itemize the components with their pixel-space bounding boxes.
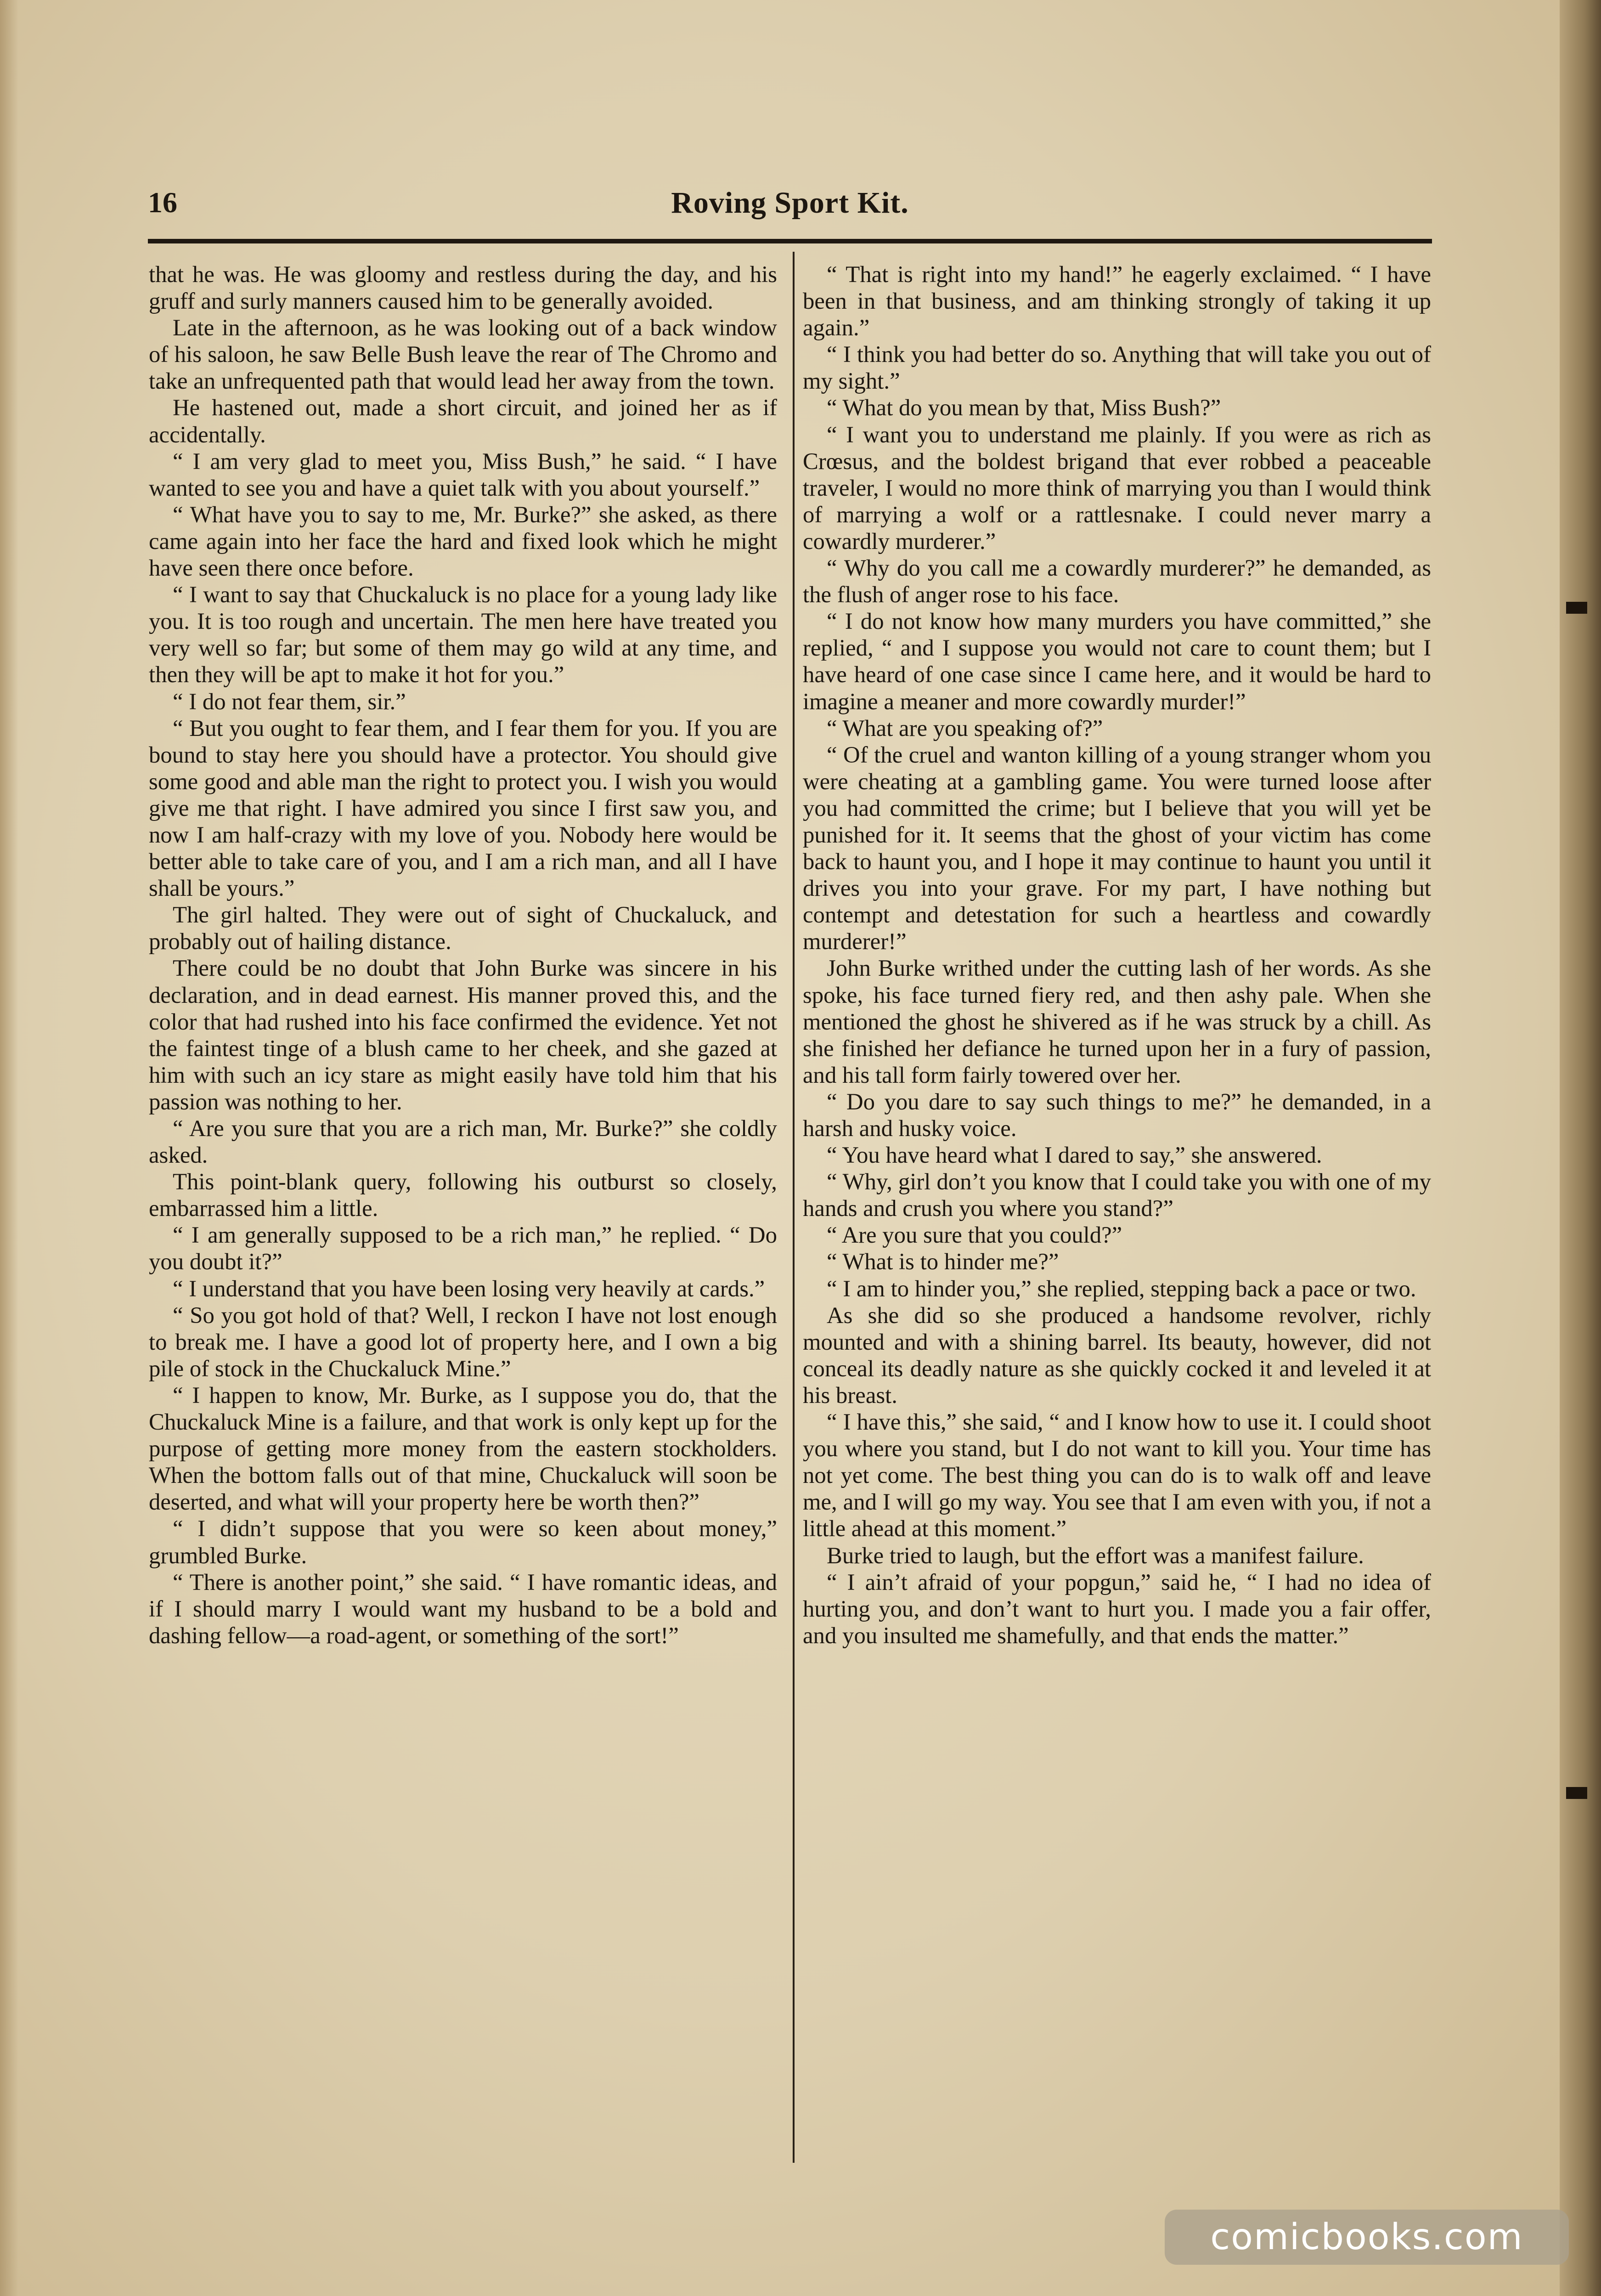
paragraph: “ But you ought to fear them, and I fear them for you. If you are bound to stay here you should have a protector. You should give some good and able man the right to protect you. I wish you would give me that right. I have admired you since I first saw you, and now I am half-crazy with my love of you. Nobody here would be better able to take care of you, and I am a rich man, and all I have shall be yours.” <box>149 715 777 901</box>
paragraph: “ I do not know how many murders you have committed,” she replied, “ and I suppose you would not care to count them; but I have heard of one case since I came here, and it would be hard to imagine a meaner and more cowardly murder!” <box>803 608 1431 714</box>
paragraph: “ I do not fear them, sir.” <box>173 688 406 714</box>
paragraph: “ Why do you call me a cowardly murderer?” he demanded, as the flush of anger rose to his face. <box>803 555 1431 608</box>
paragraph: “ I ain’t afraid of your popgun,” said he, “ I had no idea of hurting you, and don’t want to hurt you. I made you a fair offer, and you insulted me shamefully, and that ends the matter.” <box>803 1569 1431 1648</box>
paragraph: “ I am to hinder you,” she replied, stepping back a pace or two. <box>827 1275 1416 1301</box>
column-divider <box>793 252 795 2163</box>
paragraph: Burke tried to laugh, but the effort was a manifest failure. <box>827 1542 1364 1568</box>
paragraph: Late in the afternoon, as he was looking out of a back window of his saloon, he saw Belle Bush leave the rear of The Chromo and take an unfrequented path that would lead her away from the town. <box>149 315 777 394</box>
paragraph: “ I have this,” she said, “ and I know how to use it. I could shoot you where you stand, but I do not want to kill you. Your time has not yet come. The best thing you can do is to walk off and leave me, and I will go my way. You see that I am even with you, if not a little ahead at this moment.” <box>803 1409 1431 1542</box>
paragraph: “ I am very glad to meet you, Miss Bush,” he said. “ I have wanted to see you and have a quiet talk with you about yourself.” <box>149 448 777 501</box>
paragraph: “ Why, girl don’t you know that I could take you with one of my hands and crush you where you stand?” <box>803 1169 1431 1222</box>
paragraph: This point-blank query, following his outburst so closely, embarrassed him a little. <box>149 1169 777 1222</box>
paragraph: “ I happen to know, Mr. Burke, as I suppose you do, that the Chuckaluck Mine is a failure, and that work is only kept up for the purpose of getting more money from the eastern stockholders. When the bottom falls out of that mine, Chuckaluck will soon be deserted, and what will your property here be worth then?” <box>149 1382 777 1515</box>
watermark: comicbooks.com <box>1165 2210 1569 2265</box>
page-header <box>148 183 1432 238</box>
paragraph: “ Are you sure that you could?” <box>827 1222 1122 1248</box>
running-title: Roving Sport Kit. <box>671 186 909 220</box>
page-left-edge <box>0 0 18 2296</box>
left-column <box>149 261 777 2167</box>
paragraph: John Burke writhed under the cutting lash of her words. As she spoke, his face turned fiery red, and then ashy pale. When she mentioned the ghost he shivered as if he was struck by a chill. As she finished her defiance he turned upon her in a fury of passion, and his tall form fairly towered over her. <box>803 955 1431 1088</box>
paragraph: “ Are you sure that you are a rich man, Mr. Burke?” she coldly asked. <box>149 1115 777 1168</box>
binding-tab <box>1566 1787 1587 1799</box>
header-rule <box>148 239 1432 243</box>
paragraph: “ What have you to say to me, Mr. Burke?” she asked, as there came again into her face the hard and fixed look which he might have seen there once before. <box>149 501 777 581</box>
paragraph: “ That is right into my hand!” he eagerly exclaimed. “ I have been in that business, and am thinking strongly of taking it up again.” <box>803 261 1431 341</box>
paragraph: “ There is another point,” she said. “ I have romantic ideas, and if I should marry I would want my husband to be a bold and dashing fellow—a road-agent, or something of the sort!” <box>149 1569 777 1648</box>
paragraph: “ I understand that you have been losing very heavily at cards.” <box>173 1275 765 1301</box>
paragraph: “ Do you dare to say such things to me?” he demanded, in a harsh and husky voice. <box>803 1088 1431 1141</box>
paragraph: that he was. He was gloomy and restless during the day, and his gruff and surly manners caused him to be generally avoided. <box>149 261 777 314</box>
paragraph: “ You have heard what I dared to say,” she answered. <box>827 1142 1322 1168</box>
paragraph: “ I am generally supposed to be a rich man,” he replied. “ Do you doubt it?” <box>149 1222 777 1275</box>
paragraph: “ Of the cruel and wanton killing of a young stranger whom you were cheating at a gambling game. You were turned loose after you had committed the crime; but I believe that you will yet be punished for it. It seems that the ghost of your victim has come back to haunt you, and I hope it may continue to haunt you until it drives you into your grave. For my part, I have nothing but contempt and detestation for such a heartless and cowardly murderer!” <box>803 741 1431 955</box>
binding-tab <box>1566 602 1587 614</box>
paragraph: He hastened out, made a short circuit, and joined her as if accidentally. <box>149 395 777 447</box>
right-column <box>803 261 1431 2167</box>
paragraph: “ I want to say that Chuckaluck is no place for a young lady like you. It is too rough and uncertain. The men here have treated you very well so far; but some of them may go wild at any time, and then they will be apt to make it hot for you.” <box>149 582 777 688</box>
paragraph: “ So you got hold of that? Well, I reckon I have not lost enough to break me. I have a good lot of property here, and I own a big pile of stock in the Chuckaluck Mine.” <box>149 1302 777 1381</box>
paragraph: There could be no doubt that John Burke was sincere in his declaration, and in dead earnest. His manner proved this, and the color that had rushed into his face confirmed the evidence. Yet not the faintest tinge of a blush came to her cheek, and she gazed at him with such an icy stare as might easily have told him that his passion was nothing to her. <box>149 955 777 1114</box>
paragraph: “ What is to hinder me?” <box>827 1249 1059 1275</box>
paragraph: “ What do you mean by that, Miss Bush?” <box>827 395 1221 421</box>
page-number: 16 <box>148 186 177 219</box>
paragraph: “ What are you speaking of?” <box>827 715 1103 741</box>
paragraph: As she did so she produced a handsome revolver, richly mounted and with a shining barrel. Its beauty, however, did not conceal its deadly nature as she quickly cocked it and leveled it at his breast. <box>803 1302 1431 1408</box>
paragraph: “ I didn’t suppose that you were so keen about money,” grumbled Burke. <box>149 1516 777 1568</box>
paragraph: “ I want you to understand me plainly. If you were as rich as Crœsus, and the boldest brigand that ever robbed a peaceable traveler, I would no more think of marrying you than I would think of marrying a wolf or a rattlesnake. I could never marry a cowardly murderer.” <box>803 421 1431 554</box>
page-binding-edge <box>1560 0 1601 2296</box>
paragraph: The girl halted. They were out of sight of Chuckaluck, and probably out of hailing distance. <box>149 902 777 955</box>
paragraph: “ I think you had better do so. Anything that will take you out of my sight.” <box>803 341 1431 394</box>
